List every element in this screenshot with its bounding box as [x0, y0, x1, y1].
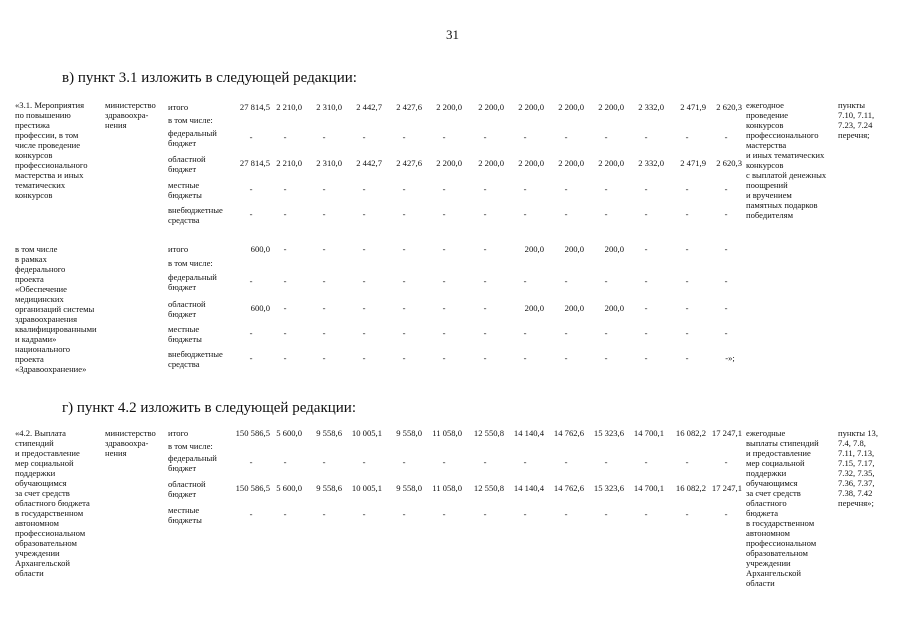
value-cell: 2 200,0: [436, 158, 462, 168]
value-cell: -: [564, 132, 568, 142]
value-cell: 2 210,0: [276, 158, 302, 168]
value-cell: -: [685, 132, 689, 142]
value-cell: -: [724, 509, 728, 519]
executor: министерство здравоохра- нения: [105, 428, 156, 458]
value-cell: 11 058,0: [432, 428, 462, 438]
value-cell: -: [685, 328, 689, 338]
value-cell: -: [362, 457, 366, 467]
value-cell: -: [523, 509, 527, 519]
value-cell: 600,0: [250, 244, 270, 254]
value-cell: -: [685, 509, 689, 519]
value-cell: 27 814,5: [239, 158, 270, 168]
value-cell: -: [402, 132, 406, 142]
value-cell: -: [402, 276, 406, 286]
value-cell: -: [483, 184, 487, 194]
row-label: в том числе:: [168, 115, 213, 125]
value-cell: 14 700,1: [633, 483, 664, 493]
value-cell: -: [644, 353, 648, 363]
value-cell: -: [644, 457, 648, 467]
value-cell: 2 200,0: [436, 102, 462, 112]
value-cell: 2 620,3: [716, 158, 742, 168]
value-cell: -: [362, 184, 366, 194]
page-number: 31: [446, 27, 459, 42]
value-cell: -: [724, 276, 728, 286]
row-label: местные бюджеты: [168, 180, 202, 200]
value-cell: 2 471,9: [680, 102, 706, 112]
value-cell: -: [402, 353, 406, 363]
value-cell: -: [322, 509, 326, 519]
value-cell: -: [283, 184, 287, 194]
value-cell: -: [322, 353, 326, 363]
value-cell: -: [564, 184, 568, 194]
result-text: ежегодное проведение конкурсов профессионального мастерства и иных тематических конкурсов с выплатой денежных поощрений и вручением памятных подарков победителям: [746, 100, 827, 220]
result-text: ежегодные выплаты стипендий и предоставление мер социальной поддержки обучающимся за счет средств областного бюджета в государственном автономном профессиональном образовательном учреждении Архангельской области: [746, 428, 819, 588]
value-cell: -: [249, 353, 253, 363]
value-cell: -: [604, 276, 608, 286]
value-cell: -: [483, 303, 487, 313]
value-cell: -: [249, 209, 253, 219]
value-cell: 10 005,1: [351, 483, 382, 493]
value-cell: -: [322, 184, 326, 194]
value-cell: -: [442, 457, 446, 467]
value-cell: -: [483, 209, 487, 219]
value-cell: -: [523, 209, 527, 219]
value-cell: -: [362, 509, 366, 519]
measure-name: в том числе в рамках федерального проекта «Обеспечение медицинских организаций системы здравоохранения квалифицированными и кадрами» национального проекта «Здравоохранение»: [15, 244, 97, 374]
section-v-heading: в) пункт 3.1 изложить в следующей редакции:: [62, 70, 357, 86]
value-cell: 2 471,9: [680, 158, 706, 168]
value-cell: -: [249, 509, 253, 519]
value-cell: -: [402, 184, 406, 194]
value-cell: -: [283, 328, 287, 338]
value-cell: -: [564, 328, 568, 338]
value-cell: -: [283, 209, 287, 219]
value-cell: -: [724, 132, 728, 142]
value-cell: -: [283, 303, 287, 313]
value-cell: -: [442, 328, 446, 338]
value-cell: -: [442, 276, 446, 286]
value-cell: -: [483, 457, 487, 467]
value-cell: -: [604, 509, 608, 519]
value-cell: 2 310,0: [316, 102, 342, 112]
value-cell: -: [322, 209, 326, 219]
value-cell: -: [249, 457, 253, 467]
value-cell: 600,0: [250, 303, 270, 313]
value-cell: -: [604, 328, 608, 338]
value-cell: -: [724, 457, 728, 467]
value-cell: -: [483, 244, 487, 254]
value-cell: 5 600,0: [276, 483, 302, 493]
value-cell: -: [685, 184, 689, 194]
row-label: в том числе:: [168, 441, 213, 451]
value-cell: -: [685, 303, 689, 313]
value-cell: 2 210,0: [276, 102, 302, 112]
row-label: федеральный бюджет: [168, 453, 217, 473]
value-cell: 27 814,5: [239, 102, 270, 112]
value-cell: -: [483, 132, 487, 142]
value-cell: -: [322, 457, 326, 467]
row-label: местные бюджеты: [168, 505, 202, 525]
value-cell: -: [362, 209, 366, 219]
value-cell: 14 700,1: [633, 428, 664, 438]
value-cell: -: [283, 509, 287, 519]
value-cell: 9 558,0: [396, 428, 422, 438]
value-cell: 16 082,2: [675, 428, 706, 438]
value-cell: -: [283, 132, 287, 142]
value-cell: -: [442, 209, 446, 219]
value-cell: -: [249, 328, 253, 338]
value-cell: -: [442, 132, 446, 142]
value-cell: -: [362, 244, 366, 254]
value-cell: 200,0: [604, 303, 624, 313]
value-cell: 2 200,0: [558, 102, 584, 112]
value-cell: -: [564, 457, 568, 467]
value-cell: -: [402, 303, 406, 313]
value-cell: 2 200,0: [518, 102, 544, 112]
value-cell: -: [523, 276, 527, 286]
value-cell: 14 140,4: [513, 428, 544, 438]
value-cell: 150 586,5: [235, 428, 270, 438]
row-label: итого: [168, 428, 189, 438]
value-cell: -: [523, 457, 527, 467]
value-cell: -: [442, 303, 446, 313]
value-cell: 200,0: [564, 303, 584, 313]
value-cell: -: [283, 457, 287, 467]
value-cell: 200,0: [524, 244, 544, 254]
value-cell: 200,0: [604, 244, 624, 254]
value-cell: -: [402, 244, 406, 254]
value-cell: 12 550,8: [473, 483, 504, 493]
value-cell: 5 600,0: [276, 428, 302, 438]
value-cell: 2 200,0: [478, 158, 504, 168]
value-cell: 2 427,6: [396, 158, 422, 168]
value-cell: -: [724, 184, 728, 194]
value-cell: 14 762,6: [553, 483, 584, 493]
row-label: итого: [168, 244, 189, 254]
measure-name: «3.1. Мероприятия по повышению престижа профессии, в том числе проведение конкурсов профессионального мастерства и иных тематических конкурсов: [15, 100, 88, 200]
value-cell: -: [644, 209, 648, 219]
value-cell: 2 200,0: [558, 158, 584, 168]
row-label: областной бюджет: [168, 479, 206, 499]
value-cell: -: [604, 132, 608, 142]
value-cell: 2 620,3: [716, 102, 742, 112]
value-cell: -: [685, 209, 689, 219]
value-cell: -: [362, 353, 366, 363]
value-cell: 2 310,0: [316, 158, 342, 168]
value-cell: -: [685, 353, 689, 363]
executor: министерство здравоохра- нения: [105, 100, 156, 130]
value-cell: -: [402, 209, 406, 219]
section-g-heading: г) пункт 4.2 изложить в следующей редакции:: [62, 400, 356, 416]
value-cell: -: [644, 132, 648, 142]
row-label: областной бюджет: [168, 299, 206, 319]
value-cell: -: [402, 509, 406, 519]
value-cell: -: [402, 457, 406, 467]
row-label: итого: [168, 102, 189, 112]
value-cell: 2 442,7: [356, 158, 382, 168]
points-list: пункты 13, 7.4, 7.8, 7.11, 7.13, 7.15, 7.17, 7.32, 7.35, 7.36, 7.37, 7.38, 7.42 перечня»;: [838, 428, 878, 508]
value-cell: -: [564, 509, 568, 519]
value-cell: -: [604, 353, 608, 363]
value-cell: -: [644, 276, 648, 286]
value-cell: 11 058,0: [432, 483, 462, 493]
value-cell: -: [644, 328, 648, 338]
value-cell: -: [724, 244, 728, 254]
value-cell: 2 442,7: [356, 102, 382, 112]
value-cell: -: [322, 328, 326, 338]
value-cell: 14 762,6: [553, 428, 584, 438]
points-list: пункты 7.10, 7.11, 7.23, 7.24 перечня;: [838, 100, 875, 140]
value-cell: -: [685, 276, 689, 286]
value-cell: 9 558,6: [316, 428, 342, 438]
value-cell: 9 558,6: [316, 483, 342, 493]
value-cell: 15 323,6: [593, 483, 624, 493]
value-cell: -: [483, 353, 487, 363]
value-cell: -: [283, 276, 287, 286]
value-cell: -: [402, 328, 406, 338]
value-cell: -: [322, 276, 326, 286]
value-cell: -: [249, 132, 253, 142]
row-label: внебюджетные средства: [168, 205, 223, 225]
value-cell: -: [724, 328, 728, 338]
value-cell: -: [604, 184, 608, 194]
value-cell: -: [523, 184, 527, 194]
value-cell: 17 247,1: [711, 483, 742, 493]
value-cell: 12 550,8: [473, 428, 504, 438]
value-cell: -: [644, 303, 648, 313]
value-cell: 16 082,2: [675, 483, 706, 493]
value-cell: -: [442, 184, 446, 194]
value-cell: -: [283, 353, 287, 363]
value-cell: 2 200,0: [518, 158, 544, 168]
value-cell: -: [283, 244, 287, 254]
value-cell: -: [564, 276, 568, 286]
value-cell: -: [322, 132, 326, 142]
value-cell: 9 558,0: [396, 483, 422, 493]
value-cell: 200,0: [564, 244, 584, 254]
value-cell: -: [442, 353, 446, 363]
value-cell: -: [322, 303, 326, 313]
value-cell: -: [249, 276, 253, 286]
value-cell: 2 200,0: [478, 102, 504, 112]
value-cell: -»;: [725, 353, 735, 363]
value-cell: -: [644, 509, 648, 519]
value-cell: -: [564, 353, 568, 363]
row-label: областной бюджет: [168, 154, 206, 174]
value-cell: 2 332,0: [638, 102, 664, 112]
value-cell: -: [483, 328, 487, 338]
value-cell: -: [322, 244, 326, 254]
value-cell: -: [523, 132, 527, 142]
value-cell: -: [564, 209, 568, 219]
value-cell: 150 586,5: [235, 483, 270, 493]
value-cell: 15 323,6: [593, 428, 624, 438]
value-cell: -: [685, 457, 689, 467]
value-cell: 14 140,4: [513, 483, 544, 493]
value-cell: -: [362, 303, 366, 313]
value-cell: -: [362, 132, 366, 142]
value-cell: 2 427,6: [396, 102, 422, 112]
value-cell: -: [362, 328, 366, 338]
value-cell: -: [249, 184, 253, 194]
value-cell: 10 005,1: [351, 428, 382, 438]
value-cell: -: [523, 353, 527, 363]
value-cell: 2 200,0: [598, 102, 624, 112]
value-cell: -: [483, 509, 487, 519]
value-cell: 2 200,0: [598, 158, 624, 168]
row-label: в том числе:: [168, 258, 213, 268]
value-cell: -: [685, 244, 689, 254]
row-label: федеральный бюджет: [168, 272, 217, 292]
value-cell: -: [483, 276, 487, 286]
value-cell: -: [362, 276, 366, 286]
value-cell: -: [644, 184, 648, 194]
row-label: местные бюджеты: [168, 324, 202, 344]
value-cell: -: [644, 244, 648, 254]
value-cell: -: [724, 303, 728, 313]
value-cell: 2 332,0: [638, 158, 664, 168]
value-cell: -: [442, 244, 446, 254]
value-cell: -: [724, 209, 728, 219]
row-label: внебюджетные средства: [168, 349, 223, 369]
value-cell: 17 247,1: [711, 428, 742, 438]
row-label: федеральный бюджет: [168, 128, 217, 148]
value-cell: -: [604, 457, 608, 467]
value-cell: -: [442, 509, 446, 519]
value-cell: -: [604, 209, 608, 219]
value-cell: -: [523, 328, 527, 338]
measure-name: «4.2. Выплата стипендий и предоставление мер социальной поддержки обучающимся за счет средств областного бюджета в государственном автономном профессиональном образовательном учреждении Архангельской области: [15, 428, 90, 578]
value-cell: 200,0: [524, 303, 544, 313]
